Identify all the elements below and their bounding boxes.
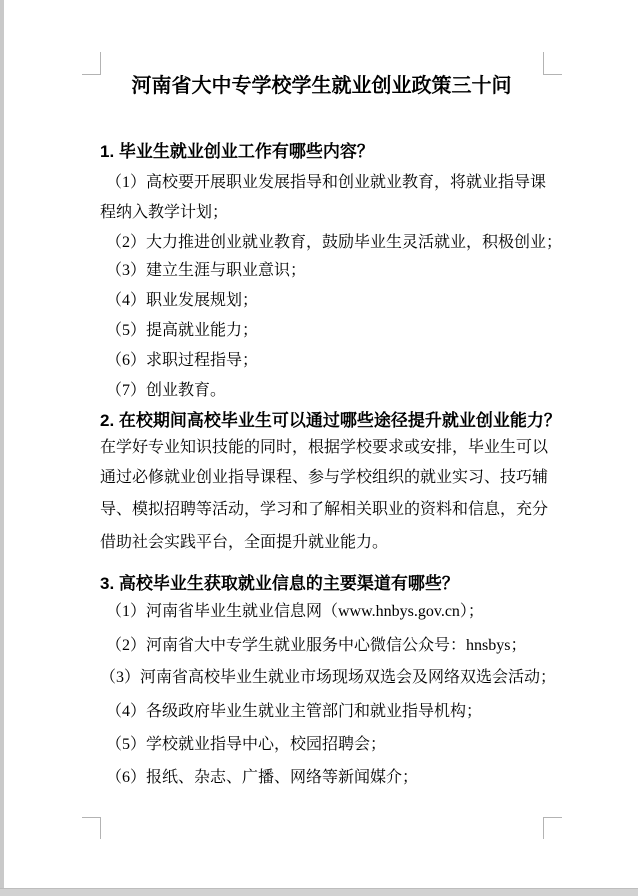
crop-mark-bottom-right (543, 817, 562, 839)
answer-line: （1）高校要开展职业发展指导和创业就业教育，将就业指导课 (106, 174, 547, 191)
crop-mark-top-right (543, 52, 562, 75)
answer-line: 通过必修就业创业指导课程、参与学校组织的就业实习、技巧辅 (100, 469, 549, 486)
answer-line: （3）河南省高校毕业生就业市场现场双选会及网络双选会活动； (100, 669, 557, 686)
answer-line: （7）创业教育。 (106, 382, 227, 399)
crop-mark-top-left (82, 52, 101, 75)
answer-line: （2）河南省大中专学生就业服务中心微信公众号：hnsbys； (106, 637, 527, 654)
answer-line: （6）求职过程指导； (106, 352, 259, 369)
answer-line: 程纳入教学计划； (100, 204, 229, 221)
answer-line: （4）职业发展规划； (106, 292, 259, 309)
answer-line: （6）报纸、杂志、广播、网络等新闻媒介； (106, 769, 419, 786)
answer-line: （3）建立生涯与职业意识； (106, 262, 307, 279)
document-title: 河南省大中专学校学生就业创业政策三十问 (131, 75, 512, 97)
answer-line: 导、模拟招聘等活动，学习和了解相关职业的资料和信息，充分 (100, 501, 549, 518)
answer-line: （1）河南省毕业生就业信息网（www.hnbys.gov.cn）； (106, 603, 484, 620)
answer-line: （5）学校就业指导中心，校园招聘会； (106, 736, 387, 753)
answer-line: （2）大力推进创业就业教育，鼓励毕业生灵活就业，积极创业； (106, 234, 563, 251)
answer-line: 借助社会实践平台，全面提升就业能力。 (100, 534, 389, 551)
question-heading-1: 1. 毕业生就业创业工作有哪些内容？ (100, 142, 374, 161)
answer-line: 在学好专业知识技能的同时，根据学校要求或安排，毕业生可以 (100, 439, 549, 456)
answer-line: （5）提高就业能力； (106, 322, 259, 339)
question-heading-2: 2. 在校期间高校毕业生可以通过哪些途径提升就业创业能力？ (100, 411, 561, 430)
question-heading-3: 3. 高校毕业生获取就业信息的主要渠道有哪些？ (100, 574, 459, 593)
crop-mark-bottom-left (82, 817, 101, 839)
page-edge-strip (0, 0, 4, 896)
answer-line: （4）各级政府毕业生就业主管部门和就业指导机构； (106, 703, 483, 720)
bottom-edge-bar (0, 888, 638, 896)
